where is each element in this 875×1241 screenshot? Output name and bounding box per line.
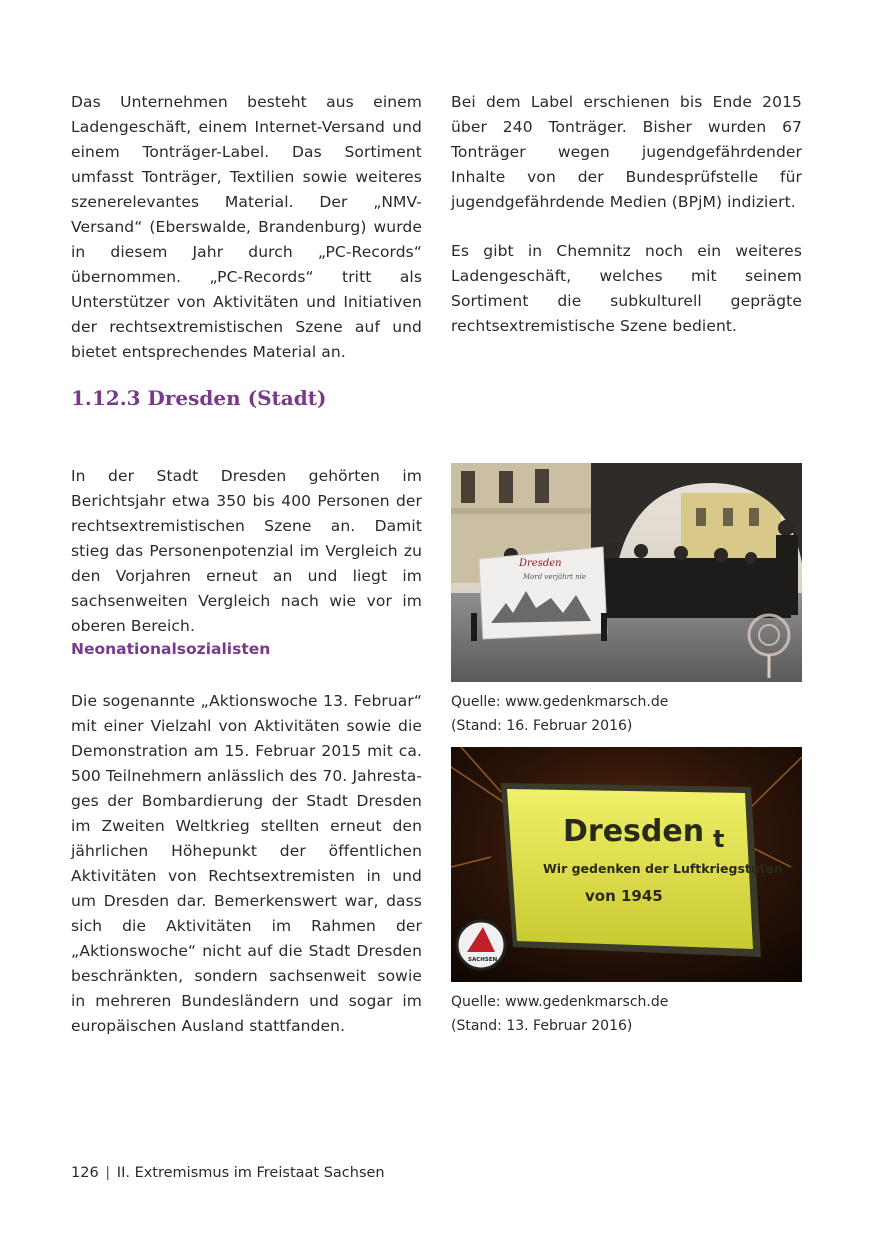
banner-subtitle: Mord verjährt nie [523,573,587,581]
chapter-title: II. Extremismus im Freistaat Sachsen [116,1165,385,1181]
page-footer [71,1165,385,1181]
top-right-paragraph-2: Es gibt in Chemnitz noch ein weiteres Ladengeschäft, welches mit seinem Sortiment die subkulturell geprägte rechtsextremistische Szene bedient. [451,242,802,335]
subheading: Neonationalsozialisten [71,640,271,658]
sign-line1: Wir gedenken der Luftkriegstoten [543,861,783,876]
photo2-caption-source: Quelle: www.gedenkmarsch.de [451,994,669,1010]
photo1-caption [451,690,668,738]
dresden-sign-photo [451,747,802,982]
top-left-column [71,90,422,365]
dresden-sign-photo-image [451,747,802,982]
section-heading: 1.12.3 Dresden (Stadt) [71,386,327,410]
photo1-caption-source: Quelle: www.gedenkmarsch.de [451,694,669,710]
page-number: 126 [71,1165,99,1181]
top-right-column [451,90,802,339]
intro-block [71,464,422,639]
demonstration-photo [451,463,802,682]
sign-line2: von 1945 [585,887,663,905]
body-paragraph: Die sogenannte „Aktionswoche 13. Februar“ mit einer Vielzahl von Aktivitäten sowie die Demonstration am 15. Februar 2015 mit ca. 500 Teilnehmern anlässlich des 70. Jahrestages der Bombardierung der Stadt Dresden im Zweiten Weltkrieg stellten erneut den jährlichen Höhepunkt der öffentlichen Aktivitäten von Rechtsextremisten in und um Dresden dar. Bemerkenswert war, dass sich die Aktivitäten im Rahmen der „Aktionswoche“ nicht auf die Stadt Dresden beschränkten, sondern sachsenweit sowie in mehreren Bundesländern und sogar im europäischen Ausland stattfanden. [71,692,422,1035]
body-block [71,689,422,1039]
photo2-caption [451,990,668,1038]
footer-separator: | [105,1165,111,1181]
banner-title: Dresden [519,558,562,569]
top-left-paragraph: Das Unternehmen besteht aus einem Ladengeschäft, einem Internet-Versand und einem Tonträger-Label. Das Sortiment umfasst Tonträger, Textilien sowie weiteres szenerelevantes Material. Der „NMV-Versand“ (Eberswalde, Brandenburg) wurde in diesem Jahr durch „PC-Records“ übernommen. „PC-Records“ tritt als Unterstützer von Aktivitäten und Initiativen der rechtsextremistischen Szene auf und bietet entsprechendes Material an. [71,93,422,361]
sign-letter: t [713,825,725,853]
sign-title: Dresden [563,814,705,849]
intro-paragraph: In der Stadt Dresden gehörten im Berichtsjahr etwa 350 bis 400 Personen der rechtsextremistischen Szene an. Damit stieg das Personenpotenzial im Vergleich zu den Vorjahren erneut an und liegt im sachsenweiten Vergleich nach wie vor im oberen Bereich. [71,467,422,635]
sign-logo-text: SACHSEN [468,957,498,963]
photo2-caption-date: (Stand: 13. Februar 2016) [451,1018,633,1034]
photo1-caption-date: (Stand: 16. Februar 2016) [451,718,633,734]
top-right-paragraph-1: Bei dem Label erschienen bis Ende 2015 über 240 Tonträger. Bisher wurden 67 Tonträger wegen jugendgefährdender Inhalte von der Bundesprüfstelle für jugendgefährdende Medien (BPjM) indiziert. [451,93,802,211]
demonstration-photo-image [451,463,802,682]
